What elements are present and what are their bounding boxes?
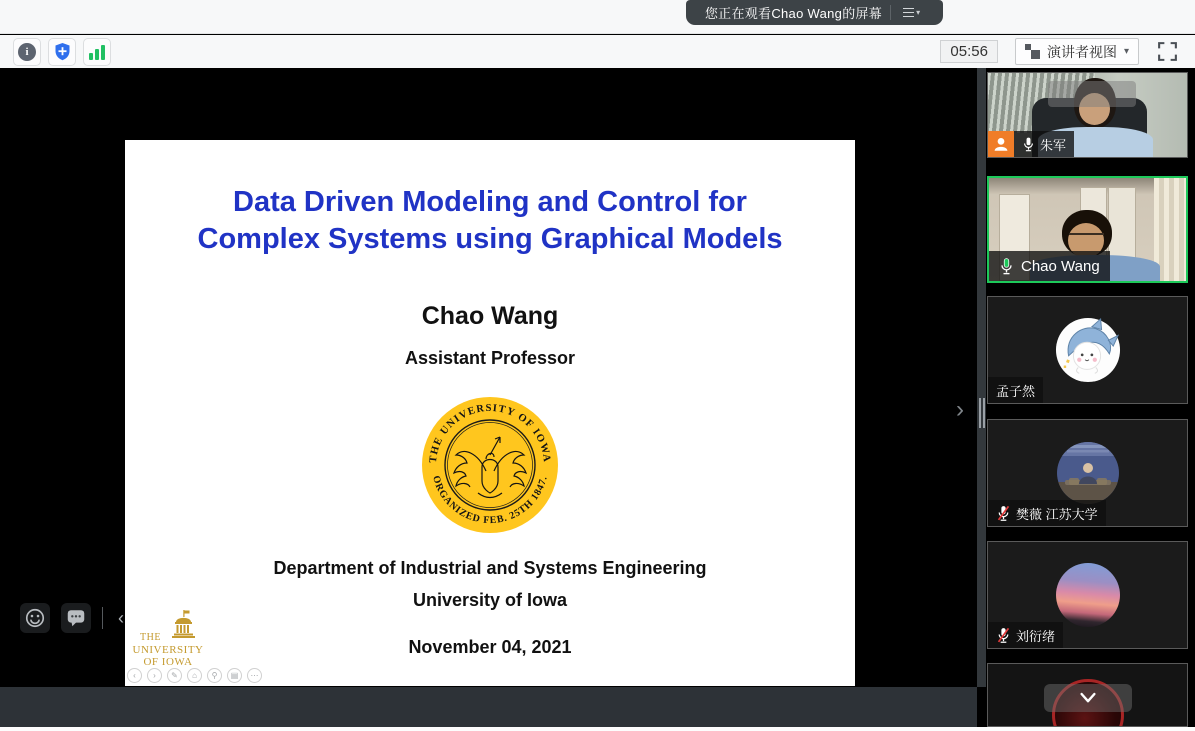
- signal-bars-icon: [89, 44, 105, 60]
- university-of-iowa-logo: [131, 610, 205, 676]
- emoji-reactions-button[interactable]: [20, 603, 50, 633]
- logo-of-iowa: OF IOWA: [143, 656, 193, 668]
- view-selector-button[interactable]: [1015, 38, 1139, 65]
- hamburger-icon: [903, 8, 914, 18]
- screen-share-banner-text: 您正在观看Chao Wang的屏幕: [704, 6, 883, 21]
- tile-bottom-row: [988, 622, 1063, 648]
- presentation-slide: [125, 140, 855, 686]
- participant-tile[interactable]: [987, 541, 1188, 649]
- participant-tile-partial[interactable]: [987, 663, 1188, 727]
- more-icon[interactable]: ⋯: [247, 668, 262, 683]
- banner-divider: [890, 5, 891, 20]
- toolbar-right-group: [940, 38, 1195, 65]
- presenter-role: Assistant Professor: [404, 348, 576, 368]
- participant-tile[interactable]: [987, 296, 1188, 404]
- participant-name: Chao Wang: [1021, 257, 1100, 275]
- window-titlebar: [0, 0, 1195, 34]
- conference-photo-avatar: [1057, 442, 1119, 504]
- participant-name: 朱军: [1040, 137, 1067, 153]
- panel-splitter[interactable]: [977, 68, 986, 687]
- shield-plus-icon: [53, 42, 72, 61]
- participant-tile[interactable]: [987, 419, 1188, 527]
- document-toolbar: [127, 668, 262, 683]
- person-glasses: [1069, 233, 1104, 241]
- zoom-icon[interactable]: ⚲: [207, 668, 222, 683]
- mic-speaking-icon: [999, 257, 1014, 276]
- chevron-right-icon[interactable]: ›: [956, 396, 964, 423]
- tile-bottom-row: [988, 131, 1074, 157]
- university-of-iowa-seal: [412, 395, 568, 535]
- chat-bubble-icon: [65, 607, 87, 629]
- info-icon: i: [18, 43, 36, 61]
- slide-university: University of Iowa: [412, 590, 568, 610]
- slide-title-line1: Data Driven Modeling and Control for: [233, 186, 747, 218]
- old-capitol-icon: [167, 610, 197, 640]
- participant-name: 孟子然: [996, 383, 1036, 399]
- logo-the: THE: [140, 632, 161, 643]
- logo-university: UNIVERSITY: [132, 644, 204, 656]
- participant-name-label: [988, 622, 1063, 648]
- participant-name-label: [989, 251, 1110, 281]
- seal-arc-bottom-text: ORGANIZED FEB. 25TH 1847.: [430, 474, 550, 527]
- participant-name-label: [1014, 131, 1074, 157]
- participant-name: 樊薇 江苏大学: [1016, 506, 1098, 522]
- participant-name: 刘衍绪: [1016, 628, 1056, 644]
- participant-tile-active-speaker[interactable]: [987, 176, 1188, 283]
- screen-share-banner: [686, 0, 943, 25]
- emoji-icon: [24, 607, 46, 629]
- sunset-photo-avatar: [1056, 563, 1120, 627]
- shark-cartoon-avatar: [1055, 317, 1121, 383]
- participants-panel: [986, 68, 1195, 731]
- fullscreen-icon: [1156, 40, 1179, 63]
- print-icon[interactable]: ▤: [227, 668, 242, 683]
- seal-arc-top-text: THE UNIVERSITY OF IOWA: [427, 402, 553, 464]
- banner-options-button[interactable]: [899, 8, 924, 18]
- fullscreen-button[interactable]: [1156, 40, 1179, 63]
- tile-bottom-row: [988, 500, 1106, 526]
- participant-tile[interactable]: [987, 72, 1188, 158]
- view-selector-label: 演讲者视图: [1046, 43, 1117, 60]
- collapse-left-icon[interactable]: ‹: [114, 608, 128, 629]
- pen-icon[interactable]: ✎: [167, 668, 182, 683]
- tile-bottom-row: [988, 377, 1043, 403]
- participant-name-label: [988, 500, 1106, 526]
- speaker-view-icon: [1025, 44, 1040, 59]
- connection-quality-button[interactable]: [83, 38, 111, 66]
- mic-muted-icon: [996, 505, 1011, 522]
- prev-page-icon[interactable]: ‹: [127, 668, 142, 683]
- chevron-down-icon: [1075, 690, 1101, 706]
- floating-controls: [20, 601, 128, 635]
- participant-name-label: [988, 377, 1043, 403]
- next-page-icon[interactable]: ›: [147, 668, 162, 683]
- slide-department: Department of Industrial and Systems Engineering: [273, 558, 707, 578]
- meeting-timer: 05:56: [940, 40, 998, 63]
- caret-down-icon: ▾: [916, 8, 921, 18]
- home-icon[interactable]: ⌂: [187, 668, 202, 683]
- slide-title-line2: Complex Systems using Graphical Models: [197, 223, 783, 255]
- presenter-name: Chao Wang: [421, 302, 559, 330]
- mic-muted-icon: [996, 627, 1011, 644]
- more-participants-button[interactable]: [1044, 684, 1132, 712]
- slide-date: November 04, 2021: [408, 637, 572, 657]
- window-bottom-edge: [0, 727, 1195, 731]
- slide-title: [125, 184, 855, 258]
- security-button[interactable]: [48, 38, 76, 66]
- mic-on-icon: [1022, 136, 1035, 153]
- participant-badge: [988, 131, 1014, 157]
- meeting-info-button[interactable]: [13, 38, 41, 66]
- meeting-toolbar: [0, 35, 1195, 68]
- tile-bottom-row: [989, 251, 1110, 281]
- person-icon: [992, 135, 1010, 153]
- caret-down-icon: ▾: [1123, 46, 1129, 57]
- chat-button[interactable]: [61, 603, 91, 633]
- controls-divider: [102, 607, 103, 629]
- bottom-bar: [0, 687, 977, 727]
- overlay-box: [1048, 81, 1136, 107]
